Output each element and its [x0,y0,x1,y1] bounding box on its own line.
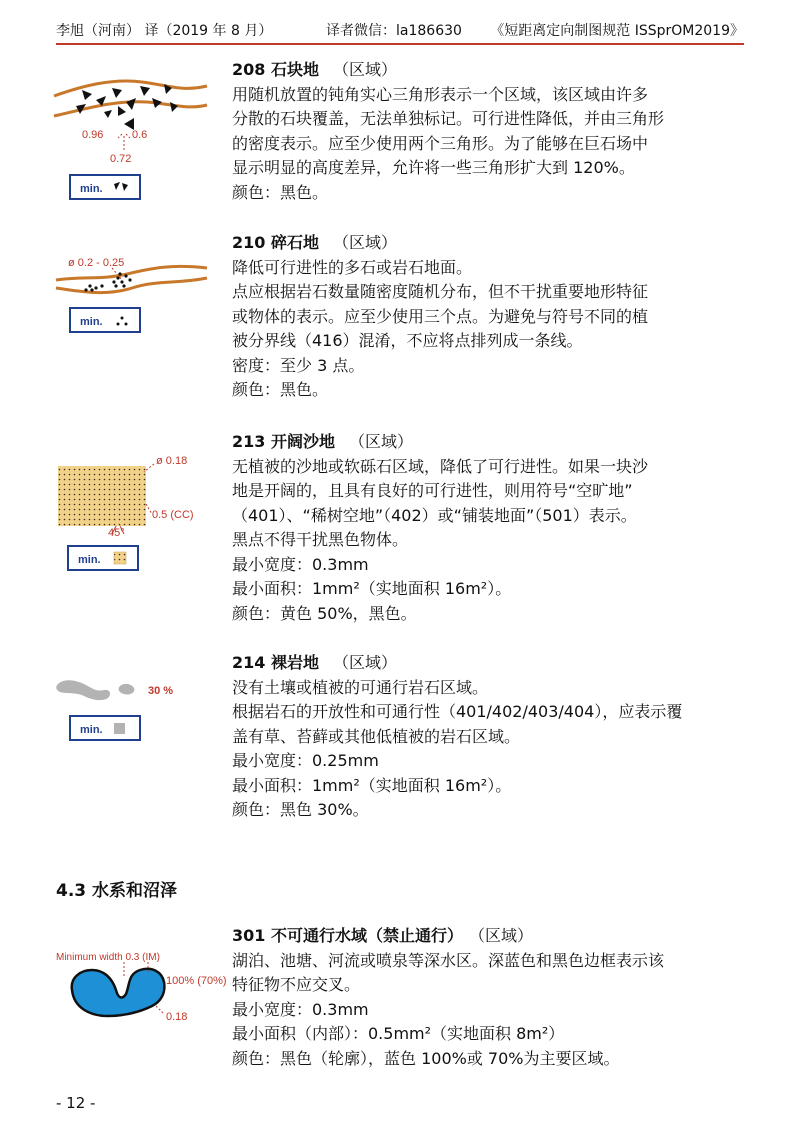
section-heading: 4.3 水系和沼泽 [56,881,178,901]
desc-line: 降低可行进性的多石或岩石地面。 [232,257,473,277]
symbol-category: （区域） [332,60,397,79]
dim-label: 45° [108,527,125,539]
figure-208-boulder-field [52,72,212,207]
contour-line [54,81,207,96]
dim-label: ø 0.18 [156,455,188,467]
entry-title [232,924,752,949]
header-translator: 李旭（河南） 译（2019 年 8 月） [56,23,273,39]
dim-label: 30 % [148,685,174,697]
density-line: 密度：至少 3 点。 [232,355,365,375]
figure-301-uncrossable-water [52,948,232,1028]
desc-line: 显示明显的高度差异，允许将一些三角形扩大到 120%。 [232,158,635,177]
symbol-title: 210 碎石地 [232,233,319,252]
figure-210-stony-ground [52,250,212,345]
symbol-title: 301 不可通行水域（禁止通行） [232,926,463,945]
min-area-line: 最小面积：1mm²（实地面积 16m²）。 [232,579,512,598]
symbol-category: （区域） [348,432,413,451]
rock-area [119,684,135,695]
header-book-title: 《短距离定向制图规范 ISSprOM2019》 [490,23,744,39]
header-wechat: 译者微信：la186630 [326,23,462,39]
desc-line: 用随机放置的钝角实心三角形表示一个区域，该区域由许多 [232,84,649,104]
desc-line: 的密度表示。应至少使用两个三角形。为了能够在巨石场中 [232,133,649,153]
color-line: 颜色：黑色。 [232,380,329,399]
entry-title [232,430,752,455]
dim-label: 0.72 [110,153,132,165]
desc-line: 无植被的沙地或软砾石区域，降低了可行进性。如果一块沙 [232,456,649,476]
color-line: 颜色：黄色 50%，黑色。 [232,603,417,623]
symbol-title: 213 开阔沙地 [232,432,335,451]
dim-label: 100% (70%) [166,975,227,987]
desc-line: 被分界线（416）混淆，不应将点排列成一条线。 [232,331,583,350]
min-label: min. [80,316,103,328]
entry-210 [232,231,752,403]
desc-line: 特征物不应交叉。 [232,975,361,994]
min-label: min. [80,183,103,195]
page-number: - 12 - [56,1094,96,1112]
desc-line: 湖泊、池塘、河流或喷泉等深水区。深蓝色和黑色边框表示该 [232,950,665,970]
entry-208 [232,58,752,205]
color-line: 颜色：黑色。 [232,182,329,202]
water-area [72,969,165,1016]
page-header [56,20,744,42]
desc-line: 点应根据岩石数量随密度随机分布，但不干扰重要地形特征 [232,282,649,301]
min-width-line: 最小宽度：0.25mm [232,751,379,770]
entry-title [232,58,752,83]
desc-line: 分散的石块覆盖，无法单独标记。可行进性降低，并由三角形 [232,109,665,128]
desc-line: 盖有草、苔藓或其他低植被的岩石区域。 [232,726,521,746]
entry-214 [232,651,752,823]
desc-line: 没有土壤或植被的可通行岩石区域。 [232,677,489,697]
desc-line: （401）、“稀树空地”（402）或“铺装地面”（501）表示。 [232,505,637,525]
symbol-category: （区域） [332,653,397,672]
sand-area [58,466,146,526]
desc-line: 或物体的表示。应至少使用三个点。为避免与符号不同的植 [232,306,649,326]
rock-area [56,680,110,700]
min-width-line: 最小宽度：0.3mm [232,554,369,574]
min-label: min. [78,554,101,566]
entry-title [232,651,752,676]
desc-line: 黑点不得干扰黑色物体。 [232,530,409,549]
dim-label: 0.96 [82,129,104,141]
header-rule [56,43,744,45]
entry-title [232,231,752,256]
dim-label: ø 0.2 - 0.25 [68,257,125,269]
min-label: min. [80,724,103,736]
desc-line: 根据岩石的开放性和可通行性（401/402/403/404），应表示覆 [232,702,683,721]
min-width-line: 最小宽度：0.3mm [232,999,369,1019]
dim-label: Minimum width 0.3 (IM) [56,952,160,963]
figure-214-bare-rock [52,672,212,752]
symbol-title: 208 石块地 [232,60,319,79]
dim-label: 0.6 [132,129,148,141]
entry-301 [232,924,752,1071]
symbol-title: 214 裸岩地 [232,653,319,672]
min-area-line: 最小面积：1mm²（实地面积 16m²）。 [232,775,512,795]
entry-213 [232,430,752,626]
color-line: 颜色：黑色 30%。 [232,800,369,819]
dim-label: 0.18 [166,1011,188,1023]
symbol-category: （区域） [332,233,397,252]
figure-213-open-sandy-ground [52,452,222,580]
dim-label: 0.5 (CC) [152,509,194,521]
symbol-category: （区域） [476,926,533,945]
color-line: 颜色：黑色（轮廓），蓝色 100%或 70%为主要区域。 [232,1048,620,1068]
min-area-line: 最小面积（内部）：0.5mm²（实地面积 8m²） [232,1024,565,1043]
desc-line: 地是开阔的，且具有良好的可行进性，则用符号“空旷地” [232,481,633,500]
